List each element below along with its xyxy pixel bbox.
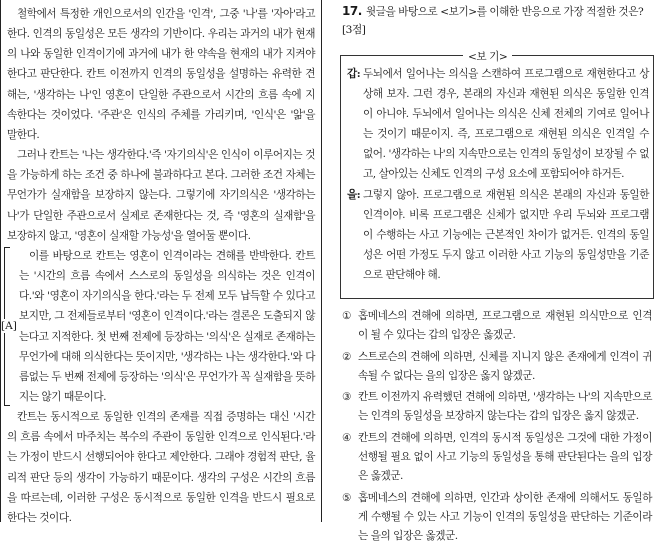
speaker-text: 그렇지 않아. 프로그램으로 재현된 의식은 본래의 자신과 동일한 인격이야. 비록 프로그램은 신체가 없지만 우리 두뇌와 프로그램이 수행하는 사고 기능에는 근본적인 차이가 없거든. 인격의 동일성은 어떤 가정도 두지 않고 이러한 사고 기능의 동일성만을 기준으로 판단해야 해. [363, 188, 649, 281]
option-mark: ② [342, 350, 352, 363]
answer-option-2[interactable] [342, 348, 652, 386]
bogi-speaker-gap [347, 64, 649, 185]
bogi-box [340, 51, 654, 299]
bogi-title: <보 기> [463, 49, 512, 64]
question-column [340, 0, 654, 542]
option-mark: ④ [342, 431, 352, 444]
option-text: 칸트 이전까지 유력했던 견해에 의하면, '생각하는 나'의 지속만으로는 인격의 동일성을 보장하지 않는다는 갑의 입장은 옳지 않겠군. [358, 391, 652, 423]
option-text: 홉메네스의 견해에 의하면, 인간과 상이한 존재에 의해서도 동일하게 수행될 수 있는 사고 기능이 인격의 동일성을 판단하는 기준이라는 을의 입장은 옳겠군. [358, 491, 652, 542]
passage-paragraph-3: 이를 바탕으로 칸트는 영혼이 인격이라는 견해를 반박한다. 칸트는 '시간의 흐름 속에서 스스로의 동일성을 의식하는 것은 인격이다.'와 '영혼이 자기의식을 한다.'라는 두 전제 모두 납득할 수 있다고 보지만, 그 전제들로부터 '영혼이 인격이다.'라는 결론은 도출되지 않는다고 지적한다. 첫 번째 전제에 등장하는 '의식'은 실재로 존재하는 무언가에 대해 의식한다는 뜻이지만, '생각하는 나는 생각한다.'와 다름없는 두 번째 전제에 등장하는 '의식'은 무언가가 꼭 실재함을 뜻하지는 않기 때문이다. [19, 249, 315, 403]
passage-paragraph-1: 철학에서 특정한 개인으로서의 인간을 '인격', 그중 '나'를 '자아'라고 한다. 인격의 동일성은 모든 생각의 기반이다. 우리는 과거의 내가 현재의 나와 동일한 인격이기에 과거에 내가 한 약속을 현재의 내가 지켜야 한다고 판단한다. 칸트 이전까지 인격의 동일성을 설명하는 유력한 견해는, '생각하는 나'인 영혼이 단일한 주관으로서 시간의 흐름 속에 지속한다는 것이었다. '주관'은 인식의 주체를 가리키며, '인식'은 '앎'을 말한다. [7, 8, 315, 141]
speaker-label: 갑: [347, 68, 361, 80]
option-text: 스트로슨의 견해에 의하면, 신체를 지니지 않은 존재에게 인격이 귀속될 수 없다는 을의 입장은 옳지 않겠군. [358, 350, 652, 382]
bogi-body [347, 64, 649, 285]
question-number: 17. [342, 4, 362, 18]
passage-column [0, 0, 322, 522]
answer-option-1[interactable] [342, 307, 652, 345]
answer-options [342, 307, 652, 548]
option-mark: ⑤ [342, 491, 352, 504]
passage-text [7, 4, 315, 528]
answer-option-5[interactable] [342, 489, 652, 547]
answer-option-4[interactable] [342, 429, 652, 487]
passage-paragraph-2: 그러나 칸트는 '나는 생각한다.'즉 '자기의식'은 인식이 이루어지는 것을 가능하게 하는 조건 중 하나에 불과하다고 본다. 그러한 조건 자체는 무언가가 실재함을 보장하지 않는다. 그렇기에 자기의식은 '생각하는 나'가 단일한 주관으로서 실제로 존재한다는 것, 즉 '영혼의 실재함'을 보장하지 않고, '영혼이 실재할 가능성'을 열어둘 뿐이다. [7, 149, 315, 242]
speaker-text: 두뇌에서 일어나는 의식을 스캔하여 프로그램으로 재현한다고 상상해 보자. 그런 경우, 본래의 자신과 재현된 의식은 동일한 인격이 아니야. 두뇌에서 일어나는 의식은 신체 전체의 기여로 일어나는 것이기 때문이지. 즉, 프로그램으로 재현된 의식은 인격일 수 없어. '생각하는 나'의 지속만으로는 인격의 동일성이 보장될 수 없고, 살아있는 신체도 인격의 구성 요소에 포함되어야 하거든. [363, 68, 649, 181]
option-mark: ① [342, 310, 352, 322]
option-text: 칸트의 견해에 의하면, 인격의 동시적 동일성은 그것에 대한 가정이 선행될 필요 없이 사고 기능의 동일성을 통해 판단된다는 을의 입장은 옳겠군. [358, 431, 652, 483]
bracket-a-label: [A] [1, 320, 17, 332]
passage-paragraph-4: 칸트는 동시적으로 동일한 인격의 존재를 직접 증명하는 대신 '시간의 흐름 속에서 마주치는 복수의 주관이 동일한 인격으로 인식된다.'라는 가정이 반드시 선행되어야 한다고 제안한다. 그래야 경험적 판단, 율리적 판단 등의 생각이 가능하기 때문이다. 생각의 구성은 시간의 흐름을 따르는데, 이러한 구성은 동시적으로 동일한 인격을 반드시 필요로 한다는 것이다. [7, 411, 315, 524]
option-text: 홉메네스의 견해에 의하면, 프로그램으로 재현된 의식만으로 인격이 될 수 있다는 갑의 입장은 옳겠군. [358, 310, 652, 342]
option-mark: ③ [342, 391, 352, 404]
bogi-speaker-eul [347, 185, 649, 285]
answer-option-3[interactable] [342, 388, 652, 426]
question-stem [342, 2, 652, 39]
question-text: 윗글을 바탕으로 <보기>를 이해한 반응으로 가장 적절한 것은? [3점] [342, 6, 644, 36]
speaker-label: 을: [347, 188, 361, 201]
